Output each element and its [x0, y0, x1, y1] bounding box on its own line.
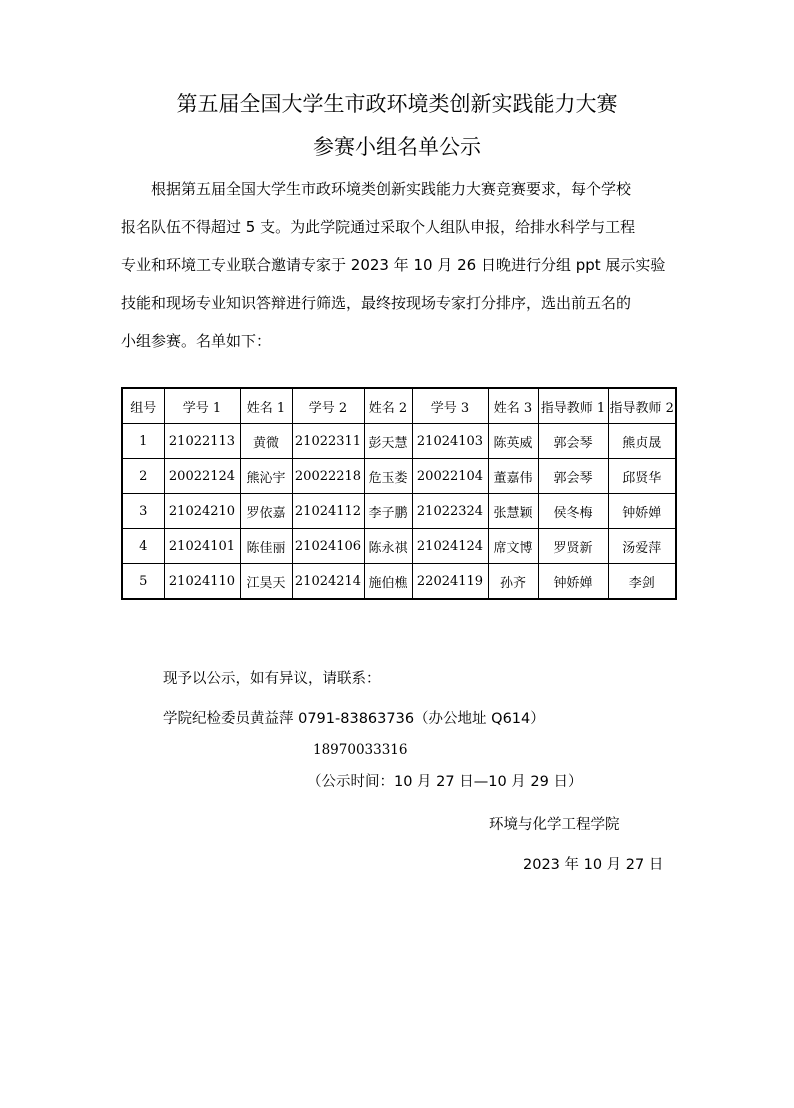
table-cell: 彭天慧 [364, 424, 412, 459]
table-cell: 21024103 [412, 424, 488, 459]
table-row [122, 529, 676, 564]
header-cell: 指导教师 1 [538, 388, 608, 424]
table-cell: 21024124 [412, 529, 488, 564]
table-cell: 施伯樵 [364, 564, 412, 600]
table-cell: 郭会琴 [538, 424, 608, 459]
header-cell: 姓名 1 [240, 388, 292, 424]
issuing-organization: 环境与化学工程学院 [489, 817, 620, 833]
table-cell: 危玉娄 [364, 459, 412, 494]
table-cell: 21022324 [412, 494, 488, 529]
intro-line-2: 报名队伍不得超过 5 支。为此学院通过采取个人组队申报，给排水科学与工程 [121, 218, 636, 236]
table-cell: 陈永祺 [364, 529, 412, 564]
table-cell: 21022311 [292, 424, 364, 459]
contact-info: 学院纪检委员黄益萍 0791-83863736（办公地址 Q614） [163, 711, 545, 727]
header-cell: 组号 [122, 388, 164, 424]
header-cell: 学号 3 [412, 388, 488, 424]
table-header-row [122, 388, 676, 424]
table-cell: 董嘉伟 [488, 459, 538, 494]
issue-date: 2023 年 10 月 27 日 [523, 857, 664, 873]
table-cell: 4 [122, 529, 164, 564]
table-row [122, 459, 676, 494]
table-cell: 罗依嘉 [240, 494, 292, 529]
table-row [122, 564, 676, 600]
intro-line-3: 专业和环境工专业联合邀请专家于 2023 年 10 月 26 日晚进行分组 ppt 展示实验 [121, 256, 666, 274]
table-cell: 陈佳丽 [240, 529, 292, 564]
table-cell: 1 [122, 424, 164, 459]
table-cell: 20022104 [412, 459, 488, 494]
publicity-period: （公示时间：10 月 27 日—10 月 29 日） [307, 774, 583, 790]
table-cell: 20022124 [164, 459, 240, 494]
table-cell: 21024214 [292, 564, 364, 600]
header-cell: 姓名 3 [488, 388, 538, 424]
table-cell: 侯冬梅 [538, 494, 608, 529]
table-cell: 江昊天 [240, 564, 292, 600]
table-cell: 21024110 [164, 564, 240, 600]
table-row [122, 424, 676, 459]
table-cell: 21024112 [292, 494, 364, 529]
header-cell: 指导教师 2 [608, 388, 676, 424]
contact-mobile: 18970033316 [313, 742, 408, 758]
table-cell: 21024210 [164, 494, 240, 529]
table-body [122, 388, 676, 599]
table-cell: 席文博 [488, 529, 538, 564]
table-cell: 20022218 [292, 459, 364, 494]
table-cell: 罗贤新 [538, 529, 608, 564]
header-cell: 学号 1 [164, 388, 240, 424]
table-cell: 黄微 [240, 424, 292, 459]
table-cell: 钟娇婵 [608, 494, 676, 529]
intro-line-4: 技能和现场专业知识答辩进行筛选，最终按现场专家打分排序，选出前五名的 [121, 294, 632, 312]
intro-line-5: 小组参赛。名单如下： [121, 332, 272, 350]
team-roster-table [121, 387, 677, 600]
table-cell: 21022113 [164, 424, 240, 459]
table-cell: 熊沁宇 [240, 459, 292, 494]
table-cell: 22024119 [412, 564, 488, 600]
table-cell: 李子鹏 [364, 494, 412, 529]
document-subtitle: 参赛小组名单公示 [313, 135, 481, 159]
intro-line-1: 根据第五届全国大学生市政环境类创新实践能力大赛竞赛要求，每个学校 [151, 180, 632, 198]
table-cell: 21024106 [292, 529, 364, 564]
table-cell: 2 [122, 459, 164, 494]
table-cell: 陈英威 [488, 424, 538, 459]
document-title: 第五届全国大学生市政环境类创新实践能力大赛 [176, 92, 618, 116]
table-cell: 李剑 [608, 564, 676, 600]
table-row [122, 494, 676, 529]
table-cell: 郭会琴 [538, 459, 608, 494]
header-cell: 学号 2 [292, 388, 364, 424]
table-cell: 熊贞晟 [608, 424, 676, 459]
table-cell: 5 [122, 564, 164, 600]
table-cell: 21024101 [164, 529, 240, 564]
intro-paragraph [121, 170, 681, 360]
table-cell: 汤爱萍 [608, 529, 676, 564]
table-cell: 邱贤华 [608, 459, 676, 494]
header-cell: 姓名 2 [364, 388, 412, 424]
notice-text: 现予以公示，如有异议，请联系： [163, 671, 381, 687]
table-cell: 张慧颖 [488, 494, 538, 529]
table-cell: 3 [122, 494, 164, 529]
table-cell: 孙齐 [488, 564, 538, 600]
table-cell: 钟娇婵 [538, 564, 608, 600]
